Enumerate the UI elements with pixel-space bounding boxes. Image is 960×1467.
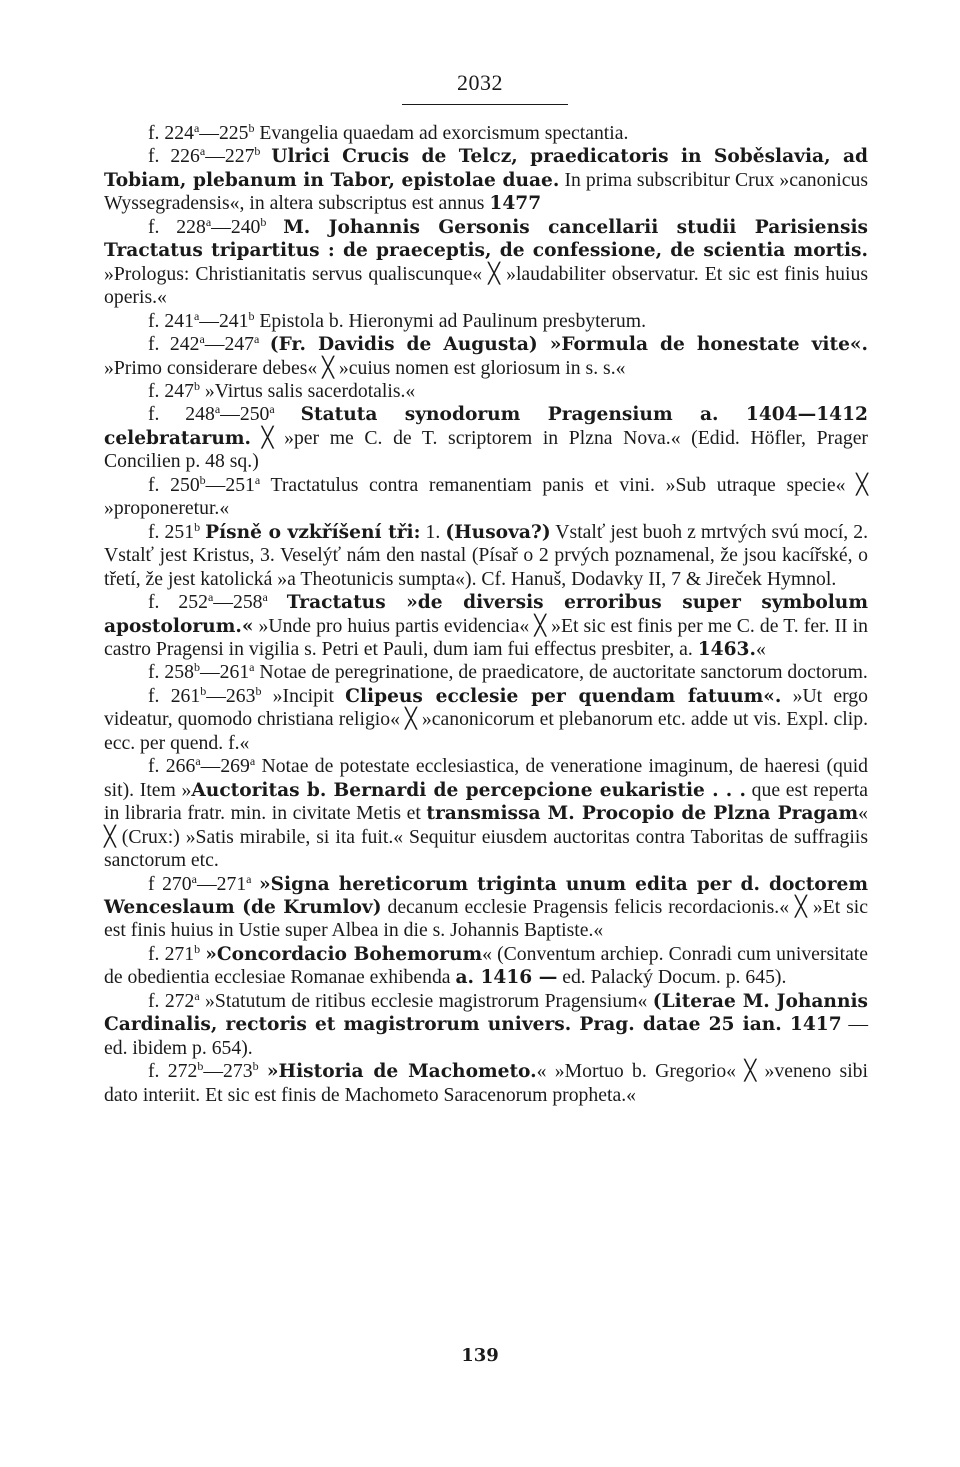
entry-text: Notae de peregrinatione, de praedicatore, de auctoritate sanctorum doctorum. (254, 661, 868, 684)
catalog-entry (104, 216, 868, 310)
superscript: a (246, 871, 252, 886)
bold-text: transmissa M. Procopio de Plzna Pragam (426, 803, 859, 825)
superscript: b (255, 683, 262, 698)
entry-text: 1. (420, 520, 446, 543)
entry-text: Tractatulus contra remanentiam panis et vini. »Sub utraque specie« ╳ »proponeretur.« (104, 473, 868, 520)
superscript: b (248, 308, 255, 323)
catalog-entry (104, 873, 868, 943)
catalog-entry (104, 474, 868, 521)
entry-text: —250 (220, 403, 270, 426)
entry-text: f. 261 (148, 684, 201, 707)
entry-text (251, 873, 259, 895)
entry-text: f. 252 (148, 591, 208, 614)
catalog-entry (104, 990, 868, 1060)
superscript: b (248, 121, 255, 135)
entry-text (259, 333, 269, 355)
entry-text: —227 (205, 145, 255, 168)
entry-text: »Virtus salis sacerdotalis.« (199, 379, 416, 402)
header-rule (402, 104, 568, 105)
bold-text: a. 1416 — (455, 967, 558, 989)
bold-text: Písně o vzkříšení tři: (205, 521, 421, 543)
bold-text: 1477 (489, 193, 542, 215)
entry-text (260, 145, 271, 167)
superscript: a (205, 214, 212, 229)
superscript: b (254, 144, 261, 159)
superscript: a (199, 332, 205, 347)
entry-text: —225 (199, 122, 249, 144)
bold-text: 1463. (697, 638, 756, 660)
entry-text: f. 258 (148, 661, 194, 684)
bold-text: »Concordacio Bohemorum (205, 943, 483, 965)
catalog-entry (104, 403, 868, 473)
entry-text: —263 (206, 684, 256, 707)
entry-text (259, 1060, 267, 1082)
bold-text: »Historia de Machometo. (266, 1061, 537, 1083)
entry-text: —247 (204, 333, 254, 356)
superscript: a (262, 590, 268, 605)
entry-text: f. 272 (148, 1060, 198, 1083)
entry-text (275, 403, 301, 425)
entry-text: f. 226 (148, 145, 200, 168)
superscript: a (193, 121, 200, 135)
catalog-entry (104, 1060, 868, 1107)
entry-text: f. 271 (148, 942, 195, 965)
entry-text: —273 (203, 1060, 253, 1083)
catalog-entry (104, 145, 868, 215)
superscript: a (194, 988, 200, 1003)
entry-text: »Incipit (261, 684, 346, 707)
catalog-entry (104, 122, 868, 145)
entry-text: Epistola b. Hieronymi ad Paulinum presbyterum. (254, 309, 646, 332)
entry-text: Evangelia quaedam ad exorcismum spectantia. (254, 122, 629, 144)
catalog-entry (104, 661, 868, 684)
bold-text: Auctoritas b. Bernardi de percepcione eukaristie . . . (191, 779, 746, 801)
superscript: a (195, 754, 201, 769)
entry-text: f. 250 (148, 473, 200, 496)
bold-text: M. Johannis Gersonis cancellarii studii Parisiensis Tractatus tripartitus : de praeceptis, de confessione, de scientia mortis. (104, 216, 869, 262)
entry-text: f. 251 (148, 520, 195, 543)
entry-text: —271 (196, 872, 247, 895)
superscript: a (254, 332, 260, 347)
entry-text: ╳ »per me C. de T. scriptorem in Plzna Nova.« (Edid. Höfler, Prager Concilien p. 48 sq.) (104, 426, 868, 473)
catalog-entry (104, 591, 868, 661)
superscript: a (269, 402, 275, 417)
superscript: a (249, 660, 255, 675)
entry-text: f. 248 (148, 403, 215, 426)
bold-text: Clipeus ecclesie per quendam fatuum«. (345, 685, 782, 707)
entry-text: »Unde pro huius partis evidencia« ╳ »Et sic est finis per me C. de T. fer. II in castro Pragensi in vigilia s. Petri et Pauli, dum iam fui effectus presbiter, a. (104, 614, 868, 660)
superscript: b (260, 214, 267, 229)
entry-text: —258 (213, 591, 263, 614)
entry-text: In prima subscribitur Crux »canonicus Wyssegradensis«, in altera subscriptus est annus (104, 168, 868, 215)
entry-text: f. 266 (148, 755, 196, 778)
superscript: a (191, 871, 197, 886)
entry-text: « ╳ (Crux:) »Satis mirabile, si ita fuit.« Sequitur eiusdem auctoritas contra Taboritas de suffragiis sanctorum etc. (104, 802, 868, 872)
entry-text: Notae de potestate ecclesiastica, de veneratione imaginum, de haeresi (quid sit). Item » (104, 755, 869, 801)
catalog-entries (104, 122, 868, 1107)
superscript: b (199, 472, 206, 487)
superscript: b (252, 1059, 259, 1074)
catalog-entry (104, 333, 868, 380)
catalog-entry (104, 685, 868, 755)
superscript: b (200, 683, 207, 698)
entry-text: decanum ecclesie Pragensis felicis recordacionis.« ╳ »Et sic est finis huius in Ustie super Albea in die s. Johannis Baptiste.« (104, 895, 868, 942)
catalog-entry (104, 755, 868, 872)
entry-text: que est reperta in libraria fratr. min. in civitate Metis et (104, 778, 868, 825)
entry-text: —241 (199, 309, 249, 332)
entry-text (268, 591, 287, 613)
entry-text: « (755, 637, 766, 660)
bold-text: (Fr. Davidis de Augusta) »Formula de honestate vite«. (269, 334, 868, 356)
entry-text: »Prologus: Christianitatis servus qualiscunque« ╳ »laudabiliter observatur. Et sic est finis huius operis.« (104, 262, 868, 309)
catalog-entry (104, 943, 868, 990)
entry-text: f. 242 (148, 333, 200, 356)
entry-text (266, 216, 283, 238)
entry-text: « »Mortuo b. Gregorio« ╳ »veneno sibi dato interiit. Et sic est finis de Machometo Saracenorum propheta.« (104, 1060, 868, 1106)
bold-text: Tractatus »de diversis erroribus super symbolum apostolorum.« (104, 592, 868, 637)
entry-text: »Ut ergo videatur, quomodo christiana religio« ╳ »canonicorum et plebanorum etc. adde ut vis. Expl. clip. ecc. per quend. f.« (104, 684, 868, 754)
superscript: b (194, 519, 201, 534)
superscript: b (193, 660, 200, 675)
entry-text: f. 224 (148, 122, 194, 144)
entry-text: »Statutum de ritibus ecclesie magistrorum Pragensium« (199, 989, 653, 1012)
superscript: a (214, 402, 221, 417)
superscript: a (193, 308, 200, 323)
superscript: b (193, 378, 200, 393)
entry-text: f. 272 (148, 989, 195, 1012)
entry-text: — ed. ibidem p. 654). (104, 1013, 869, 1059)
entry-text: Vstalť jest buoh z mrtvých svú mocí, 2. Vstalť jest Kristus, 3. Veselýť nám den nastal (Písař o 2 prvých poznamenal, že jsou kacířské, o třetí, že jest katolická »a Theotunicis sumpta«). Cf. Hanuš, Dodavky II, 7 & Jireček Hymnol. (104, 520, 869, 590)
page-number-bottom: 139 (461, 1345, 499, 1366)
entry-text: f. 241 (148, 309, 194, 332)
entry-text: « (Conventum archiep. Conradi cum universitate de obedientia ecclesiae Romanae exhibenda (104, 942, 869, 989)
superscript: a (207, 590, 214, 605)
bold-text: (Husova?) (445, 521, 551, 543)
entry-text: —251 (205, 473, 255, 496)
bold-text: Statuta synodorum Pragensium a. 1404—1412 celebratarum. (104, 404, 868, 449)
superscript: a (254, 472, 261, 487)
catalog-entry (104, 310, 868, 333)
entry-text: f. 228 (148, 215, 206, 238)
superscript: a (199, 144, 206, 159)
bold-text: »Signa hereticorum triginta unum edita per d. doctorem Wenceslaum (de Krumlov) (104, 873, 868, 918)
bold-text: (Literae M. Johannis Cardinalis, rectoris et magistrorum univers. Prag. datae 25 ian. 1417 (104, 990, 869, 1036)
entry-text: »Primo considerare debes« ╳ »cuius nomen est gloriosum in s. s.« (104, 356, 626, 379)
entry-text: f 270 (148, 872, 192, 895)
entry-text: —240 (211, 215, 261, 238)
catalog-entry (104, 380, 868, 403)
entry-text: f. 247 (148, 379, 194, 402)
entry-text: —269 (200, 755, 250, 778)
bold-text: Ulrici Crucis de Telcz, praedicatoris in Soběslavia, ad Tobiam, plebanum in Tabor, epistolae duae. (104, 146, 869, 191)
superscript: b (194, 941, 201, 956)
superscript: a (249, 754, 256, 769)
entry-text: ed. Palacký Docum. p. 645). (557, 966, 787, 989)
entry-text: —261 (199, 661, 250, 684)
superscript: b (197, 1059, 204, 1074)
page-number-top: 2032 (457, 70, 503, 95)
catalog-entry (104, 521, 868, 591)
